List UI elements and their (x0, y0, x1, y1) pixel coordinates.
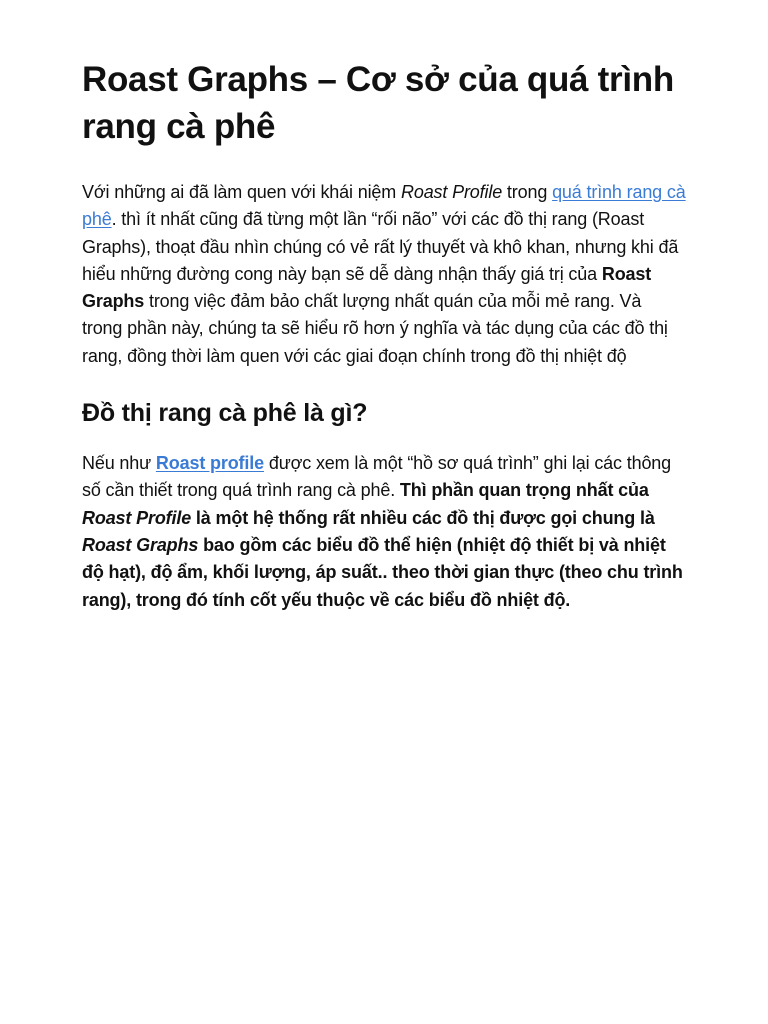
roast-profile-link[interactable]: Roast profile (155, 453, 264, 474)
section-bold-italic-roast-profile: Roast Profile (82, 507, 192, 528)
intro-paragraph (82, 179, 686, 370)
section-text-1: Nếu như (82, 453, 156, 474)
section-bold-2: là một hệ thống rất nhiều các đồ thị được gọi chung là (191, 507, 655, 528)
section-paragraph (82, 450, 686, 614)
section-heading: Đồ thị rang cà phê là gì? (82, 399, 368, 428)
section-bold-1: Thì phần quan trọng nhất của (399, 480, 649, 501)
intro-italic-roast-profile: Roast Profile (400, 182, 503, 202)
section-bold-3: bao gồm các biểu đồ thể hiện (nhiệt độ thiết bị và nhiệt độ hạt), độ ẩm, khối lượng, áp suất.. theo thời gian thực (theo chu trình rang), trong đó tính cốt yếu thuộc về các biểu đồ nhiệt độ. (82, 534, 683, 610)
section-bold-italic-1 (82, 508, 191, 528)
section-bold-italic-2 (82, 535, 198, 555)
page-title: Roast Graphs – Cơ sở của quá trình rang cà phê (82, 60, 674, 146)
section-text-2: được xem là một “hồ sơ quá trình” ghi lại các thông số cần thiết trong quá trình rang cà phê. (82, 453, 672, 501)
intro-text-1: Với những ai đã làm quen với khái niệm (82, 182, 401, 202)
intro-bold-roast-graphs: Roast Graphs (82, 263, 652, 312)
roasting-process-link[interactable]: quá trình rang cà phê (82, 182, 686, 230)
intro-text-4: trong việc đảm bảo chất lượng nhất quán của mỗi mẻ rang. Và trong phần này, chúng ta sẽ hiểu rõ hơn ý nghĩa và tác dụng của các đồ thị rang, đồng thời làm quen với các giai đoạn chính trong đồ thị nhiệt độ (82, 291, 668, 366)
intro-text-3: . thì ít nhất cũng đã từng một lần “rối não” với các đồ thị rang (Roast Graphs), thoạt đầu nhìn chúng có vẻ rất lý thuyết và khô khan, nhưng khi đã hiểu những đường cong này bạn sẽ dễ dàng nhận thấy giá trị của (82, 209, 679, 284)
intro-text-2: trong (502, 182, 553, 202)
section-bold-italic-roast-graphs: Roast Graphs (82, 534, 199, 555)
